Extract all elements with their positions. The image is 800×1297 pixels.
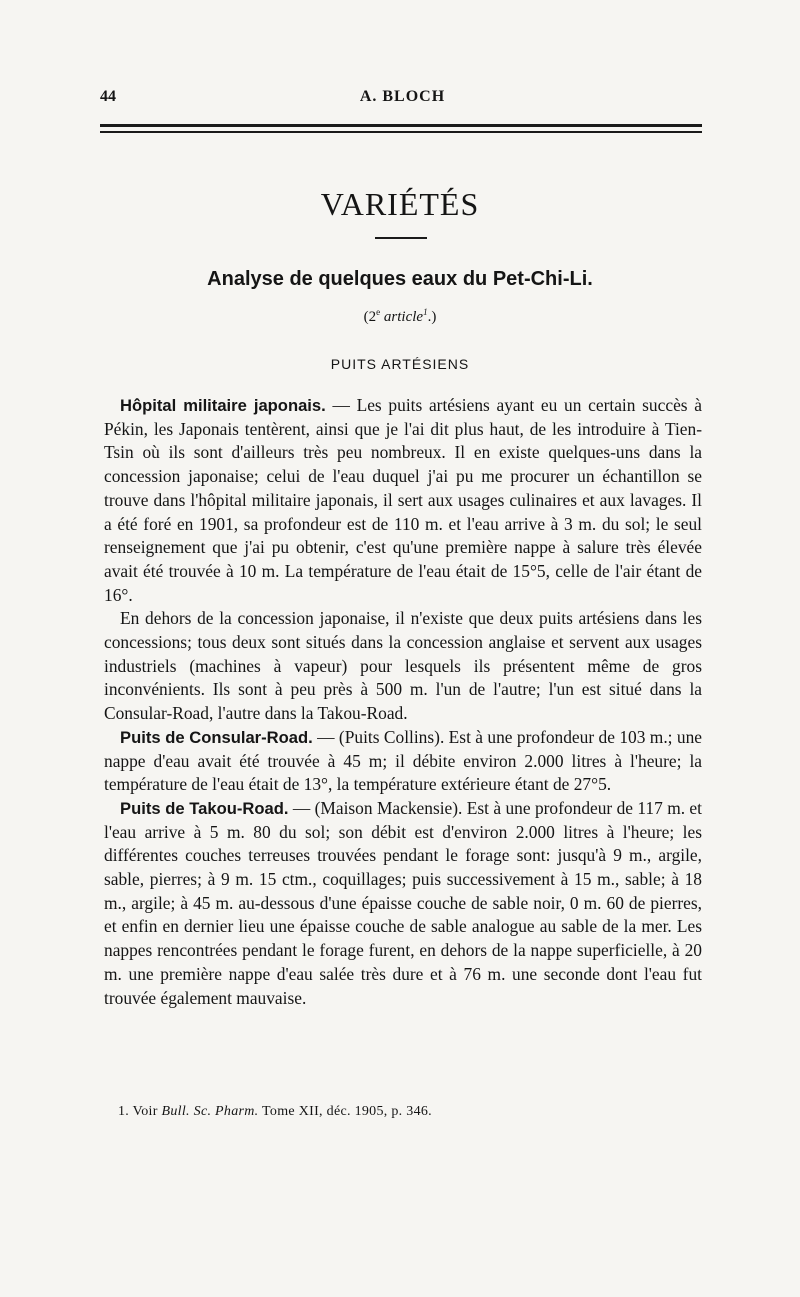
running-author: A. BLOCH — [359, 88, 446, 105]
article-body — [104, 394, 702, 1010]
paragraph-concessions — [104, 607, 702, 726]
paragraph-lead: Puits de Takou-Road. — [120, 798, 289, 818]
section-title: VARIÉTÉS — [320, 186, 480, 222]
article-note-open: (2 — [363, 309, 377, 325]
article-note-ordinal: e — [376, 307, 381, 317]
paragraph-lead: Puits de Consular-Road. — [120, 727, 313, 747]
article-note-close: .) — [427, 309, 437, 325]
paragraph-text: — Les puits artésiens ayant eu un certain succès à Pékin, les Japonais tentèrent, ainsi que je l'ai dit plus haut, de les introduire à Tien-Tsin où ils sont d'ailleurs très peu nombreux. Il en existe quelques-uns dans la concession japonaise; celui de l'eau duquel j'ai pu me procurer un échantillon se trouve dans l'hôpital militaire japonais, il sert aux usages culinaires et aux lavages. Il a été foré en 1901, sa profondeur est de 110 m. et l'eau arrive à 3 m. du sol; le seul renseignement que j'ai pu obtenir, c'est qu'une première nappe à salure très élevée avait été trouvée à 10 m. La température de l'eau était de 15°5, celle de l'air étant de 16°. — [104, 395, 702, 605]
header-rule-thick — [100, 124, 702, 127]
footnote-ref[interactable]: 1 — [423, 307, 428, 317]
article-title: Analyse de quelques eaux du Pet-Chi-Li. — [207, 268, 593, 290]
header-rule-thin — [100, 131, 702, 133]
paragraph-text: En dehors de la concession japonaise, il n'existe que deux puits artésiens dans les concessions; tous deux sont situés dans la concession anglaise et servent aux usages industriels (machines à vapeur) pour lesquels ils présentent même de gros inconvénients. Ils sont à peu près à 500 m. l'un de l'autre; l'un est situé dans la Consular-Road, l'autre dans la Takou-Road. — [104, 608, 702, 724]
footnote-journal: Bull. Sc. Pharm. — [161, 1104, 259, 1119]
paragraph-consular-road — [104, 726, 702, 797]
subheading: PUITS ARTÉSIENS — [330, 356, 470, 372]
footnote-voir: Voir — [129, 1104, 162, 1119]
title-divider — [375, 237, 427, 239]
running-header — [100, 88, 705, 112]
article-note-word: article — [380, 309, 424, 325]
paragraph-lead: Hôpital militaire japonais. — [120, 396, 326, 415]
footnote — [118, 1104, 708, 1120]
paragraph-takou-road — [104, 797, 702, 1010]
footnote-number: 1. — [118, 1104, 130, 1119]
paragraph-text: — (Maison Mackensie). Est à une profondeur de 117 m. et l'eau arrive à 5 m. 80 du sol; son débit est d'environ 2.000 litres à l'heure; les différentes couches terreuses trouvées pendant le forage sont: jusqu'à 9 m., argile, sable, pierres; à 9 m. 15 ctm., coquillages; puis successivement à 15 m., sable; à 18 m., argile; à 45 m. au-dessous d'une épaisse couche de sable noir, 0 m. 60 de pierres, et enfin en dernier lieu une épaisse couche de sable analogue au sable de la mer. Les nappes rencontrées pendant le forage furent, en dehors de la nappe superficielle, à 20 m. une première nappe d'eau salée très dure et à 76 m. une seconde dont l'eau fut trouvée également mauvaise. — [104, 797, 702, 1008]
article-note — [0, 307, 800, 326]
paragraph-hopital — [104, 394, 702, 607]
page-number: 44 — [100, 88, 116, 105]
paragraph-text: — (Puits Collins). Est à une profondeur de 103 m.; une nappe d'eau avait été trouvée à 45 m; il débite environ 2.000 litres à l'heure; la température de l'eau était de 13°, la température extérieure étant de 27°5. — [104, 726, 702, 795]
footnote-reference: Tome XII, déc. 1905, p. 346. — [258, 1104, 432, 1119]
